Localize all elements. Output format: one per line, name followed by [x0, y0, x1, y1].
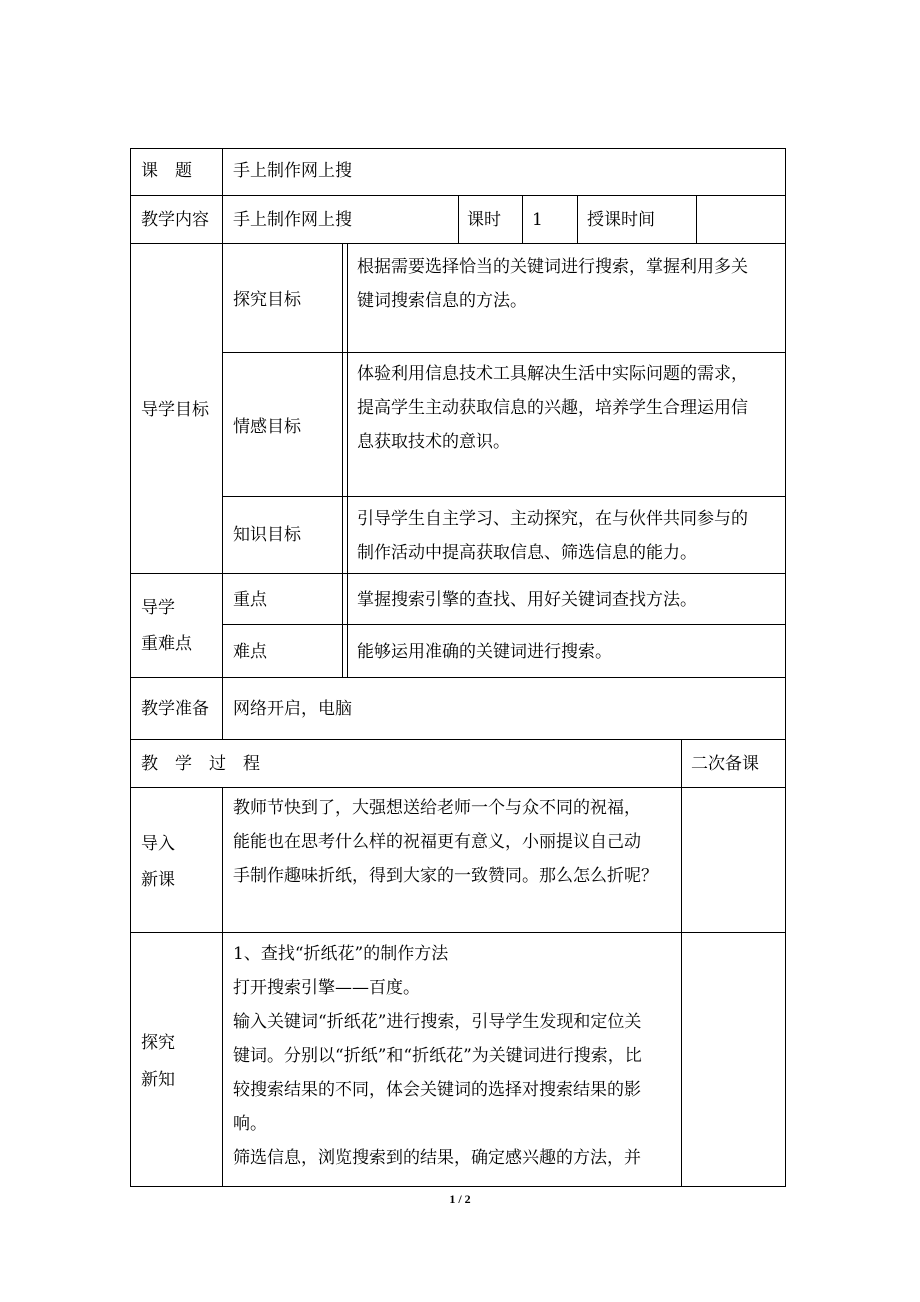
table-col-rule [222, 787, 223, 1187]
table-rule [130, 787, 785, 788]
table-border-left [130, 148, 131, 1187]
table-rule [130, 677, 785, 678]
content-value: 手上制作网上搜 [233, 210, 352, 230]
table-rule [222, 496, 785, 497]
table-border-bottom [130, 1186, 785, 1187]
goal-text-knowledge: 引导学生自主学习、主动探究，在与伙伴共同参与的 制作活动中提高获取信息、筛选信息的能力。 [357, 509, 748, 563]
explore-label-line2: 新知 [141, 1070, 175, 1090]
table-rule [222, 624, 785, 625]
hours-value: 1 [532, 210, 543, 230]
table-col-rule [696, 195, 697, 243]
time-label: 授课时间 [587, 210, 655, 230]
goal-text-emotion: 体验利用信息技术工具解决生活中实际问题的需求， 提高学生主动获取信息的兴趣，培养学生合理运用信 息获取技术的意识。 [357, 364, 748, 452]
second-prep-label: 二次备课 [691, 754, 759, 774]
table-col-rule [342, 243, 343, 678]
explore-text: 1、查找“折纸花”的制作方法 打开搜索引擎——百度。 输入关键词“折纸花”进行搜索，引导学生发现和定位关 键词。分别以“折纸”和“折纸花”为关键词进行搜索，比 较搜索结果的不同，体会关键词的选择对搜索结果的影 响。 筛选信息，浏览搜索到的结果，确定感兴趣的方法，并 [233, 944, 642, 1168]
page-number: 1 / 2 [449, 1192, 471, 1206]
table-col-rule [347, 243, 348, 678]
goal-label-emotion: 情感目标 [233, 417, 301, 437]
goal-label-explore: 探究目标 [233, 290, 301, 310]
explore-label-line1: 探究 [141, 1033, 175, 1053]
keypoints-label-line1: 导学 [141, 598, 175, 618]
keypoint-text: 掌握搜索引擎的查找、用好关键词查找方法。 [357, 590, 697, 610]
prep-label: 教学准备 [141, 699, 209, 719]
hours-label: 课时 [467, 210, 501, 230]
table-col-rule [458, 195, 459, 243]
table-rule [130, 739, 785, 740]
table-rule [130, 573, 785, 574]
process-label: 教 学 过 程 [141, 754, 260, 774]
table-border-right [785, 148, 786, 1187]
prep-value: 网络开启，电脑 [233, 699, 352, 719]
difficulty-text: 能够运用准确的关键词进行搜索。 [357, 642, 612, 662]
keypoints-label-line2: 重难点 [141, 634, 192, 654]
table-rule [130, 243, 785, 244]
table-rule [130, 932, 785, 933]
keypoint-label: 重点 [233, 590, 267, 610]
difficulty-label: 难点 [233, 642, 267, 662]
goals-label: 导学目标 [141, 400, 209, 420]
table-col-rule [577, 195, 578, 243]
table-col-rule [522, 195, 523, 243]
intro-label-line2: 新课 [141, 870, 175, 890]
table-rule [222, 352, 785, 353]
goal-text-explore: 根据需要选择恰当的关键词进行搜索，掌握利用多关 键词搜索信息的方法。 [357, 257, 748, 311]
table-col-rule [222, 148, 223, 740]
content-label: 教学内容 [141, 210, 209, 230]
intro-text: 教师节快到了，大强想送给老师一个与众不同的祝福， 能能也在思考什么样的祝福更有意义，小丽提议自己动 手制作趣味折纸，得到大家的一致赞同。那么怎么折呢？ [233, 798, 658, 886]
table-col-rule [681, 739, 682, 1187]
goal-label-knowledge: 知识目标 [233, 525, 301, 545]
topic-value: 手上制作网上搜 [233, 161, 352, 181]
intro-label-line1: 导入 [141, 834, 175, 854]
table-border-top [130, 148, 785, 149]
topic-label: 课 题 [141, 161, 192, 181]
